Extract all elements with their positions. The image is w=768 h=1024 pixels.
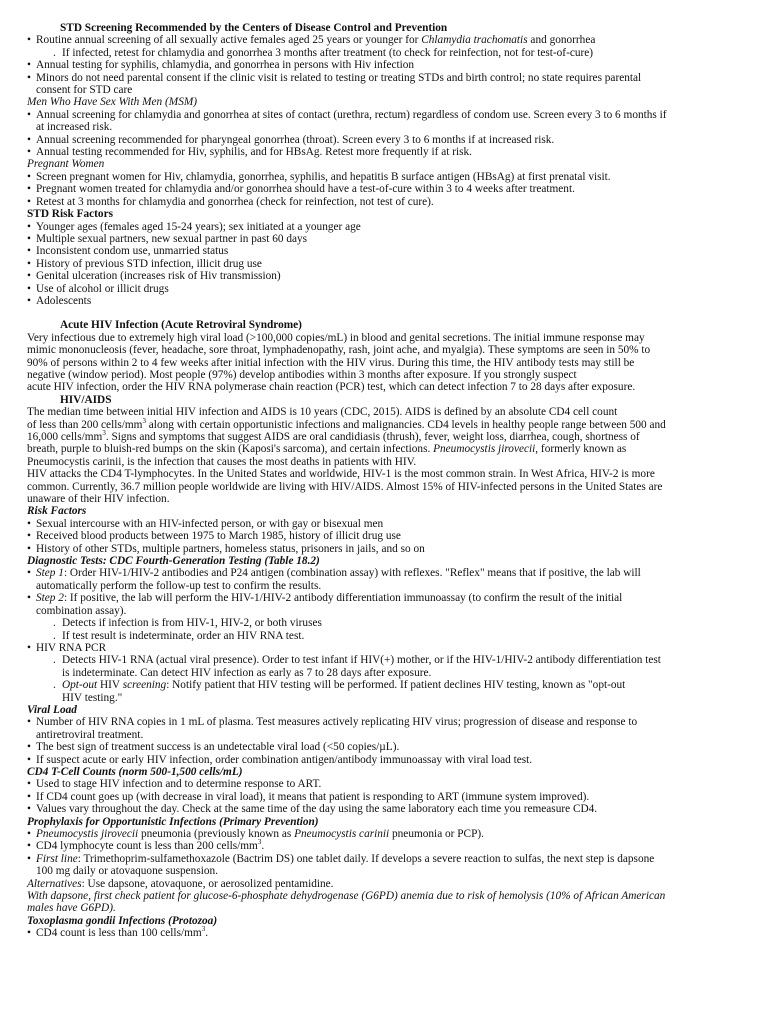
list-item	[27, 245, 753, 257]
text: along with certain opportunistic infections and malignancies. CD4 levels in healthy people range between 500 and	[145, 418, 666, 431]
item-continuation: antiretroviral treatment.	[36, 728, 144, 741]
item-text-italic: First line	[36, 852, 78, 865]
superscript: 3	[102, 429, 106, 438]
text: 16,000 cells/mm	[27, 431, 103, 443]
text: breath, purple to bluish-red bumps on the skin (Kaposi's sarcoma), and certain infections.	[27, 443, 434, 456]
bullet-icon: •	[27, 852, 31, 865]
item-continuation: is indeterminate. Can detect HIV infection as early as 7 to 28 days after exposure.	[62, 666, 432, 679]
item-text: Screen pregnant women for Hiv, chlamydia, gonorrhea, syphilis, and hepatitis B surface antigen (HBsAg) at first prenatal visit.	[36, 170, 611, 183]
item-text-italic: Opt-out	[62, 679, 98, 692]
sub-list-item	[27, 617, 753, 629]
bullet-icon: •	[27, 146, 31, 159]
item-text: .	[261, 840, 265, 853]
paragraph-line: HIV attacks the CD4 T-lymphocytes. In the United States and worldwide, HIV-1 is the most common strain. In West Africa, HIV-2 is more	[27, 468, 655, 481]
text-italic: Pneumocystis jirovecii	[433, 443, 536, 456]
item-text: Use of alcohol or illicit drugs	[36, 282, 169, 295]
bullet-icon: •	[27, 828, 31, 840]
bullet-icon: •	[27, 803, 31, 816]
bullet-icon: •	[27, 133, 31, 146]
item-text: HIV	[97, 679, 123, 692]
sub-bullet-icon: .	[53, 679, 56, 692]
text: : Use dapsone, atovaquone, or aerosolized pentamidine.	[81, 877, 334, 890]
bullet-icon: •	[27, 71, 31, 84]
item-text: pneumonia (previously known as	[138, 828, 295, 840]
item-text-italic: Chlamydia trachomatis	[421, 34, 528, 47]
list-item	[27, 295, 753, 307]
item-text: pneumonia or PCP).	[389, 828, 484, 840]
item-continuation: automatically perform the follow-up test to confirm the results.	[36, 579, 322, 592]
text: , formerly known as	[535, 443, 627, 456]
paragraph-line: common. Currently, 36.7 million people worldwide are living with HIV/AIDS. Almost 15% of HIV-infected persons in the United States are	[27, 480, 663, 493]
paragraph-line: Very infectious due to extremely high viral load (>100,000 copies/mL) in blood and genital secretions. The initial immune response may	[27, 331, 645, 344]
item-text: Younger ages (females aged 15-24 years); sex initiated at a younger age	[36, 220, 361, 233]
bullet-icon: •	[27, 108, 31, 121]
item-text: Genital ulceration (increases risk of Hiv transmission)	[36, 270, 281, 283]
bullet-icon: •	[27, 840, 31, 853]
subheading-toxoplasma: Toxoplasma gondii Infections (Protozoa)	[27, 914, 218, 927]
item-text-italic: screening	[122, 679, 167, 692]
text: of less than 200 cells/mm	[27, 418, 143, 431]
list-item	[27, 840, 753, 852]
sub-list-item	[27, 654, 753, 666]
paragraph-line	[27, 431, 753, 443]
list-item	[27, 530, 753, 542]
superscript: 3	[257, 838, 262, 847]
item-text: Used to stage HIV infection and to determine response to ART.	[36, 778, 322, 791]
item-text: : Order HIV-1/HIV-2 antibodies and P24 antigen (combination assay) with reflexes. "Reflex" means that if positive, the lab will	[63, 567, 641, 580]
paragraph-line	[27, 878, 753, 890]
bullet-icon: •	[27, 257, 31, 270]
bullet-icon: •	[27, 245, 31, 258]
item-continuation: at increased risk.	[36, 121, 113, 134]
item-text: : Trimethoprim-sulfamethoxazole (Bactrim DS) one tablet daily. If develops a severe reaction to sulfas, the next step is dapsone	[77, 852, 655, 865]
section-heading-acute-hiv	[27, 319, 753, 331]
item-text: Inconsistent condom use, unmarried status	[36, 245, 229, 258]
item-text: If suspect acute or early HIV infection, order combination antigen/antibody immunoassay with viral load test.	[36, 753, 533, 766]
list-item	[27, 642, 753, 654]
item-continuation: consent for STD care	[36, 84, 133, 97]
item-text: Sexual intercourse with an HIV-infected person, or with gay or bisexual men	[36, 517, 384, 530]
list-item	[27, 134, 753, 146]
list-item	[27, 233, 753, 245]
list-item	[27, 183, 753, 195]
section-heading-hiv-aids	[27, 394, 753, 406]
list-item	[27, 716, 753, 728]
item-text: Annual screening recommended for pharyngeal gonorrhea (throat). Screen every 3 to 6 months if at increased risk.	[36, 133, 555, 146]
heading-text: STD Screening Recommended by the Centers of Disease Control and Prevention	[60, 22, 448, 34]
bullet-icon: •	[27, 927, 31, 940]
list-item	[27, 221, 753, 233]
item-text: If CD4 count goes up (with decrease in viral load), it means that patient is responding to ART (immune system improved).	[36, 790, 590, 803]
item-text: If infected, retest for chlamydia and gonorrhea 3 months after treatment (to check for reinfection, not for test-of-cure)	[62, 46, 594, 59]
item-text: History of previous STD infection, illicit drug use	[36, 257, 262, 270]
list-item	[27, 778, 753, 790]
bullet-icon: •	[27, 294, 31, 307]
item-continuation: combination assay).	[36, 604, 127, 617]
item-text: Detects if infection is from HIV-1, HIV-2, or both viruses	[62, 617, 322, 630]
list-item	[27, 754, 753, 766]
item-text: Annual testing for syphilis, chlamydia, and gonorrhea in persons with Hiv infection	[36, 59, 415, 72]
list-item	[27, 543, 753, 555]
item-text: : If positive, the lab will perform the HIV-1/HIV-2 antibody differentiation immunoassay (to confirm the result of the initial	[63, 592, 623, 605]
item-text: and gonorrhea	[527, 34, 596, 47]
item-text: Multiple sexual partners, new sexual partner in past 60 days	[36, 232, 308, 245]
item-text: Received blood products between 1975 to March 1985, history of illicit drug use	[36, 530, 401, 543]
paragraph-line: Pneumocystis carinii, is the infection that causes the most deaths in patients with HIV.	[27, 455, 417, 468]
list-item	[27, 518, 753, 530]
sub-bullet-icon: .	[53, 629, 56, 642]
bullet-icon: •	[27, 232, 31, 245]
bullet-icon: •	[27, 753, 31, 766]
bullet-icon: •	[27, 530, 31, 543]
list-item	[27, 59, 753, 71]
list-item	[27, 592, 753, 604]
list-item	[27, 828, 753, 840]
superscript: 3	[201, 925, 206, 934]
item-text: Routine annual screening of all sexually active females aged 25 years or younger for	[36, 34, 422, 47]
item-text: .	[205, 927, 209, 940]
bullet-icon: •	[27, 517, 31, 530]
list-item	[27, 109, 753, 121]
item-text: Minors do not need parental consent if the clinic visit is related to testing or treating STDs and birth control; no state requires parental	[36, 71, 642, 84]
bullet-icon: •	[27, 282, 31, 295]
item-text: Detects HIV-1 RNA (actual viral presence). Order to test infant if HIV(+) mother, or if the HIV-1/HIV-2 antibody differentiation test	[62, 654, 661, 667]
subheading-msm: Men Who Have Sex With Men (MSM)	[27, 96, 198, 109]
bullet-icon: •	[27, 59, 31, 72]
text-italic: Alternatives	[27, 877, 82, 890]
item-text: Number of HIV RNA copies in 1 mL of plasma. Test measures actively replicating HIV virus; progression of disease and response to	[36, 716, 638, 729]
text: . Signs and symptoms that suggest AIDS are oral candidiasis (thrush), fever, weight loss, diarrhea, cough, shortness of	[105, 431, 640, 443]
sub-list-item	[27, 679, 753, 691]
item-text: CD4 count is less than 100 cells/mm	[36, 927, 202, 940]
item-text-italic: Pneumocystis jirovecii	[36, 828, 139, 840]
document-page	[27, 22, 753, 940]
bullet-icon: •	[27, 567, 31, 580]
paragraph-line: acute HIV infection, order the HIV RNA polymerase chain reaction (PCR) test, which can detect infection 7 to 28 days after exposure.	[27, 381, 636, 394]
list-item	[27, 258, 753, 270]
paragraph-line: mimic mononucleosis (fever, headache, sore throat, lymphadenopathy, rash, joint ache, and myalgia). These symptoms are seen in 50% to	[27, 344, 651, 357]
list-item	[27, 853, 753, 865]
item-text: HIV RNA PCR	[36, 641, 107, 654]
sub-bullet-icon: .	[53, 654, 56, 667]
item-text: Pregnant women treated for chlamydia and/or gonorrhea should have a test-of-cure within 3 to 4 weeks after treatment.	[36, 183, 575, 196]
superscript: 3	[142, 416, 146, 425]
paragraph-line: 90% of persons within 2 to 4 few weeks after initial infection with the HIV virus. During this time, the HIV antibody tests may still be	[27, 356, 635, 369]
item-text: If test result is indeterminate, order an HIV RNA test.	[62, 629, 305, 642]
item-text: Retest at 3 months for chlamydia and gonorrhea (check for reinfection, not test of cure).	[36, 195, 434, 208]
paragraph-line: With dapsone, first check patient for glucose-6-phosphate dehydrogenase (G6PD) anemia due to risk of hemolysis (10% of African American	[27, 890, 666, 903]
list-item	[27, 196, 753, 208]
sub-list-item	[27, 630, 753, 642]
list-item	[27, 791, 753, 803]
section-heading-std-screening	[27, 22, 753, 34]
bullet-icon: •	[27, 34, 31, 47]
sub-bullet-icon: .	[53, 617, 56, 630]
bullet-icon: •	[27, 741, 31, 754]
list-item	[27, 283, 753, 295]
paragraph-line: males have G6PD).	[27, 902, 116, 915]
subheading-cd4-counts: CD4 T-Cell Counts (norm 500-1,500 cells/mL)	[27, 765, 243, 778]
item-text: Annual screening for chlamydia and gonorrhea at sites of contact (urethra, rectum) regardless of condom use. Screen every 3 to 6 months if	[36, 108, 667, 121]
list-item	[27, 171, 753, 183]
bullet-icon: •	[27, 170, 31, 183]
item-text: Adolescents	[36, 294, 92, 307]
heading-text: HIV/AIDS	[60, 393, 112, 406]
item-text-italic: Step 2	[36, 592, 64, 605]
sub-bullet-icon: .	[53, 46, 56, 59]
list-item	[27, 927, 753, 939]
subheading-risk-factors: Risk Factors	[27, 505, 87, 518]
subheading-std-risk-factors: STD Risk Factors	[27, 208, 113, 221]
list-item	[27, 270, 753, 282]
subheading-pregnant-women: Pregnant Women	[27, 158, 105, 171]
paragraph-line	[27, 416, 753, 431]
bullet-icon: •	[27, 641, 31, 654]
list-item	[27, 741, 753, 753]
bullet-icon: •	[27, 270, 31, 283]
subheading-diagnostic-tests: Diagnostic Tests: CDC Fourth-Generation Testing (Table 18.2)	[27, 555, 320, 568]
list-item	[27, 34, 753, 46]
bullet-icon: •	[27, 183, 31, 196]
paragraph-line: negative (window period). Most people (97%) develop antibodies within 3 months after exposure. If you strongly suspect	[27, 368, 577, 381]
item-text: Values vary throughout the day. Check at the same time of the day using the same laboratory each time you remeasure CD4.	[36, 803, 598, 816]
item-text: Annual testing recommended for Hiv, syphilis, and for HBsAg. Retest more frequently if at risk.	[36, 146, 472, 159]
bullet-icon: •	[27, 716, 31, 729]
paragraph-line: unaware of their HIV infection.	[27, 493, 170, 506]
bullet-icon: •	[27, 195, 31, 208]
paragraph-line	[27, 443, 753, 455]
item-continuation: HIV testing."	[62, 691, 123, 704]
paragraph-line: The median time between initial HIV infection and AIDS is 10 years (CDC, 2015). AIDS is defined by an absolute CD4 cell count	[27, 406, 618, 419]
item-text: CD4 lymphocyte count is less than 200 cells/mm	[36, 840, 258, 853]
bullet-icon: •	[27, 778, 31, 791]
bullet-icon: •	[27, 542, 31, 555]
item-text: The best sign of treatment success is an undetectable viral load (<50 copies/µL).	[36, 741, 400, 754]
item-text: : Notify patient that HIV testing will be performed. If patient declines HIV testing, known as "opt-out	[166, 679, 626, 692]
list-item	[27, 146, 753, 158]
bullet-icon: •	[27, 592, 31, 605]
list-item	[27, 72, 753, 84]
bullet-icon: •	[27, 790, 31, 803]
item-text-italic: Step 1	[36, 567, 64, 580]
item-text-italic: Pneumocystis carinii	[294, 828, 390, 840]
item-text: History of other STDs, multiple partners, homeless status, prisoners in jails, and so on	[36, 542, 425, 555]
list-item	[27, 567, 753, 579]
subheading-viral-load: Viral Load	[27, 703, 77, 716]
subheading-prophylaxis: Prophylaxis for Opportunistic Infections (Primary Prevention)	[27, 815, 319, 828]
bullet-icon: •	[27, 220, 31, 233]
item-continuation: 100 mg daily or atovaquone suspension.	[36, 865, 218, 878]
heading-text: Acute HIV Infection (Acute Retroviral Syndrome)	[60, 319, 302, 332]
list-item	[27, 803, 753, 815]
sub-list-item	[27, 47, 753, 59]
